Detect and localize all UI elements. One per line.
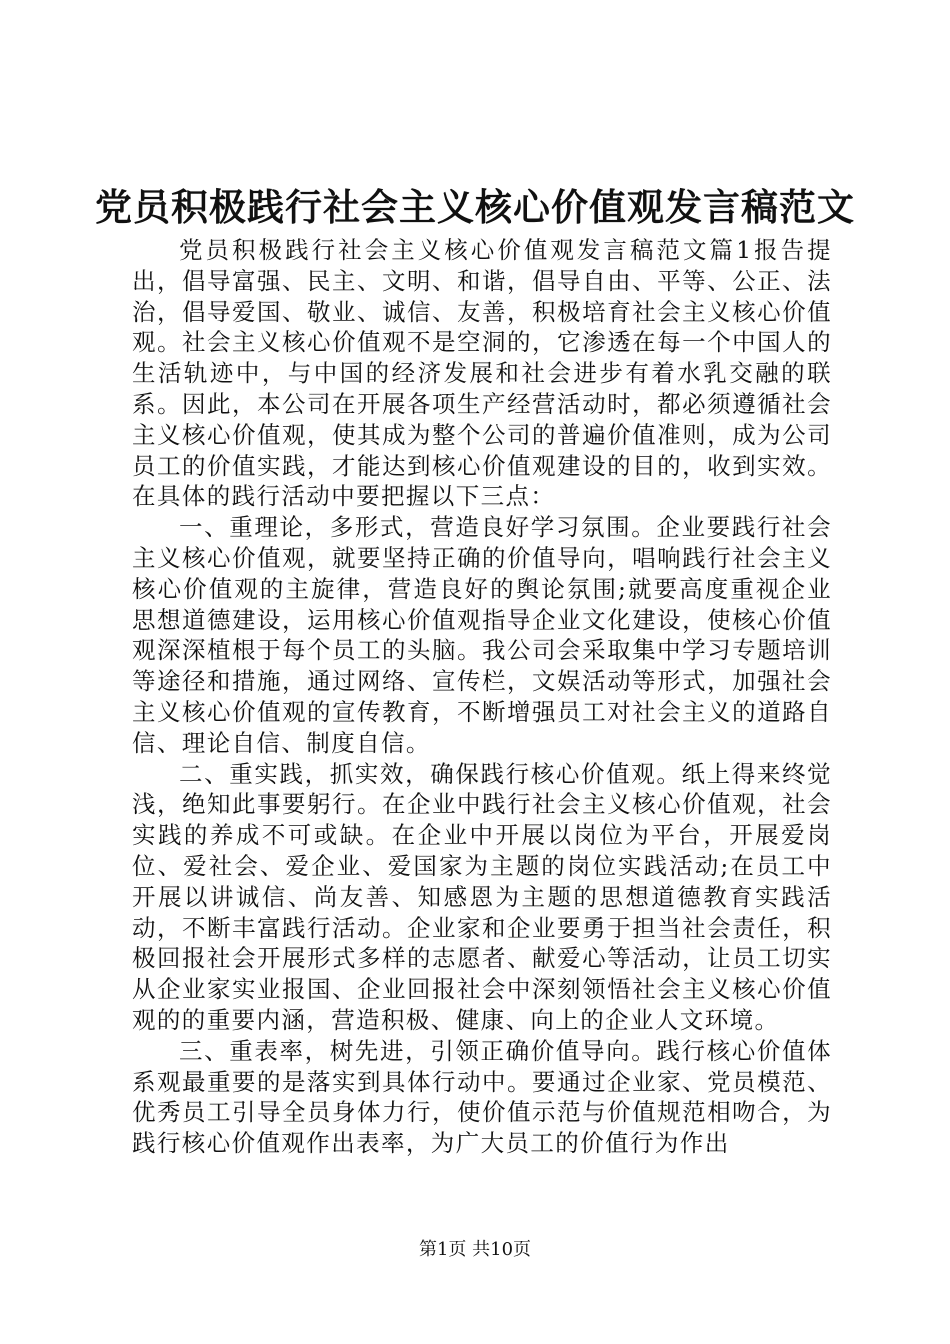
paragraph-point-one: 一、重理论，多形式，营造良好学习氛围。企业要践行社会主义核心价值观，就要坚持正确的价值导向，唱响践行社会主义核心价值观的主旋律，营造良好的舆论氛围;就要高度重视企业思想道德建设，运用核心价值观指导企业文化建设，使核心价值观深深植根于每个员工的头脑。我公司会采取集中学习专题培训等途径和措施，通过网络、宣传栏，文娱活动等形式，加强社会主义核心价值观的宣传教育，不断增强员工对社会主义的道路自信、理论自信、制度自信。 [132, 513, 832, 757]
page-number-footer: 第1页 共10页 [418, 1239, 532, 1260]
paragraph-point-two: 二、重实践，抓实效，确保践行核心价值观。纸上得来终觉浅，绝知此事要躬行。在企业中践行社会主义核心价值观，社会实践的养成不可或缺。在企业中开展以岗位为平台，开展爱岗位、爱社会、爱企业、爱国家为主题的岗位实践活动;在员工中开展以讲诚信、尚友善、知感恩为主题的思想道德教育实践活动，不断丰富践行活动。企业家和企业要勇于担当社会责任，积极回报社会开展形式多样的志愿者、献爱心等活动，让员工切实从企业家实业报国、企业回报社会中深刻领悟社会主义核心价值观的的重要内涵，营造积极、健康、向上的企业人文环境。 [132, 759, 832, 1034]
paragraph-point-three: 三、重表率，树先进，引领正确价值导向。践行核心价值体系观最重要的是落实到具体行动中。要通过企业家、党员模范、优秀员工引导全员身体力行，使价值示范与价值规范相吻合，为践行核心价值观作出表率，为广大员工的价值行为作出 [132, 1036, 832, 1158]
document-body [132, 235, 832, 1159]
paragraph-intro: 党员积极践行社会主义核心价值观发言稿范文篇1报告提出，倡导富强、民主、文明、和谐，倡导自由、平等、公正、法治，倡导爱国、敬业、诚信、友善，积极培育社会主义核心价值观。社会主义核心价值观不是空洞的，它渗透在每一个中国人的生活轨迹中，与中国的经济发展和社会进步有着水乳交融的联系。因此，本公司在开展各项生产经营活动时，都必须遵循社会主义核心价值观，使其成为整个公司的普遍价值准则，成为公司员工的价值实践，才能达到核心价值观建设的目的，收到实效。在具体的践行活动中要把握以下三点： [132, 236, 832, 511]
document-title: 党员积极践行社会主义核心价值观发言稿范文 [95, 186, 855, 229]
